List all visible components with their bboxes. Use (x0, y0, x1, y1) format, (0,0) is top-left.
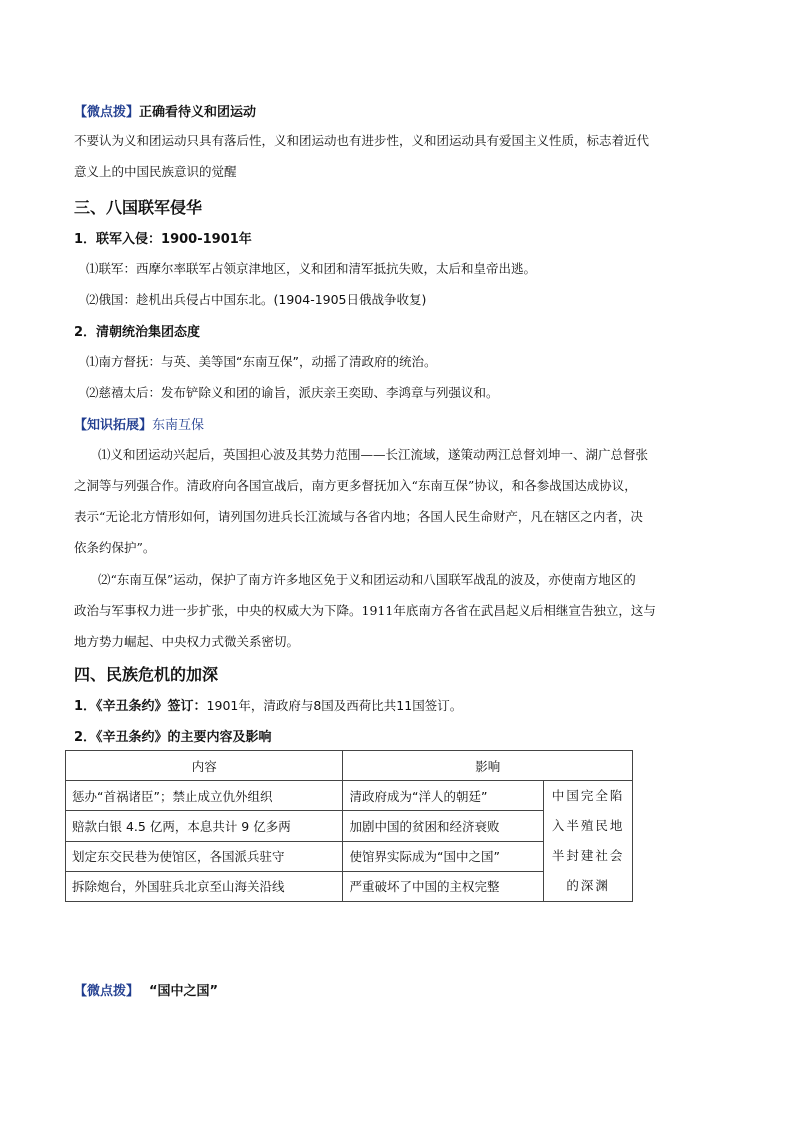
hint-line: 不要认为义和团运动只具有落后性，义和团运动也有进步性，义和团运动具有爱国主义性质，标志着近代 (74, 133, 650, 148)
table-cell-overall: 中国完全陷入半殖民地半封建社会的深渊 (544, 781, 633, 902)
hint-heading (74, 980, 218, 999)
expand-heading (74, 414, 204, 433)
table-cell-effect: 加剧中国的贫困和经济衰败 (343, 811, 544, 841)
table-cell-effect: 严重破坏了中国的主权完整 (343, 871, 544, 901)
list-item: ⑵慈禧太后：发布铲除义和团的谕旨，派庆亲王奕劻、李鸿章与列强议和。 (86, 385, 499, 400)
treaty-sign-text: 1901年，清政府与8国及西荷比共11国签订。 (206, 698, 463, 713)
table-header-effect: 影响 (343, 751, 633, 781)
expand-title: 东南互保 (152, 418, 205, 433)
treaty-sign-line (74, 695, 462, 714)
expand-line: ⑵“东南互保”运动，保护了南方许多地区免于义和团运动和八国联军战乱的波及，亦使南方地区的 (98, 572, 636, 587)
table-cell-effect: 使馆界实际成为“国中之国” (343, 841, 544, 871)
hint-heading (74, 101, 256, 120)
table-cell-content: 划定东交民巷为使馆区，各国派兵驻守 (66, 841, 343, 871)
expand-line: 地方势力崛起、中央权力式微关系密切。 (74, 634, 300, 649)
hint-line: 意义上的中国民族意识的觉醒 (74, 164, 237, 179)
table-cell-content: 赔款白银 4.5 亿两，本息共计 9 亿多两 (66, 811, 343, 841)
table-cell-content: 拆除炮台，外国驻兵北京至山海关沿线 (66, 871, 343, 901)
list-item: ⑴联军：西摩尔率联军占领京津地区，义和团和清军抵抗失败，太后和皇帝出逃。 (86, 261, 537, 276)
expand-line: ⑴义和团运动兴起后，英国担心波及其势力范围——长江流域，遂策动两江总督刘坤一、湖广总督张 (98, 447, 649, 462)
expand-line: 表示“无论北方情形如何，请列国勿进兵长江流域与各省内地；各国人民生命财产，凡在辖区之内者，决 (74, 509, 643, 524)
hint-title: “国中之国” (149, 984, 219, 999)
section-heading: 四、民族危机的加深 (74, 665, 219, 684)
hint-tag: 【微点拨】 (74, 984, 140, 999)
expand-line: 依条约保护”。 (74, 540, 156, 555)
hint-tag: 【微点拨】 (74, 105, 140, 120)
treaty-table (65, 750, 633, 902)
expand-line: 之洞等与列强合作。清政府向各国宣战后，南方更多督抚加入“东南互保”协议，和各参战国达成协议， (74, 478, 637, 493)
subsection-heading: 2．清朝统治集团态度 (74, 325, 201, 340)
hint-title: 正确看待义和团运动 (139, 105, 257, 120)
table-row (66, 781, 633, 811)
expand-line: 政治与军事权力进一步扩张，中央的权威大为下降。1911年底南方各省在武昌起义后相继宣告独立，这与 (74, 603, 656, 618)
expand-tag: 【知识拓展】 (74, 418, 153, 433)
treaty-sign-heading: 1．《辛丑条约》签订： (74, 699, 207, 714)
table-cell-effect: 清政府成为“洋人的朝廷” (343, 781, 544, 811)
list-item: ⑵俄国：趁机出兵侵占中国东北。(1904-1905日俄战争收复) (86, 292, 427, 307)
table-header-row (66, 751, 633, 781)
subsection-heading: 2．《辛丑条约》的主要内容及影响 (74, 730, 272, 745)
list-item: ⑴南方督抚：与英、美等国“东南互保”，动摇了清政府的统治。 (86, 354, 437, 369)
table-cell-content: 惩办“首祸诸臣”；禁止成立仇外组织 (66, 781, 343, 811)
subsection-heading: 1．联军入侵：1900-1901年 (74, 232, 252, 247)
section-heading: 三、八国联军侵华 (74, 198, 203, 217)
table-header-content: 内容 (66, 751, 343, 781)
